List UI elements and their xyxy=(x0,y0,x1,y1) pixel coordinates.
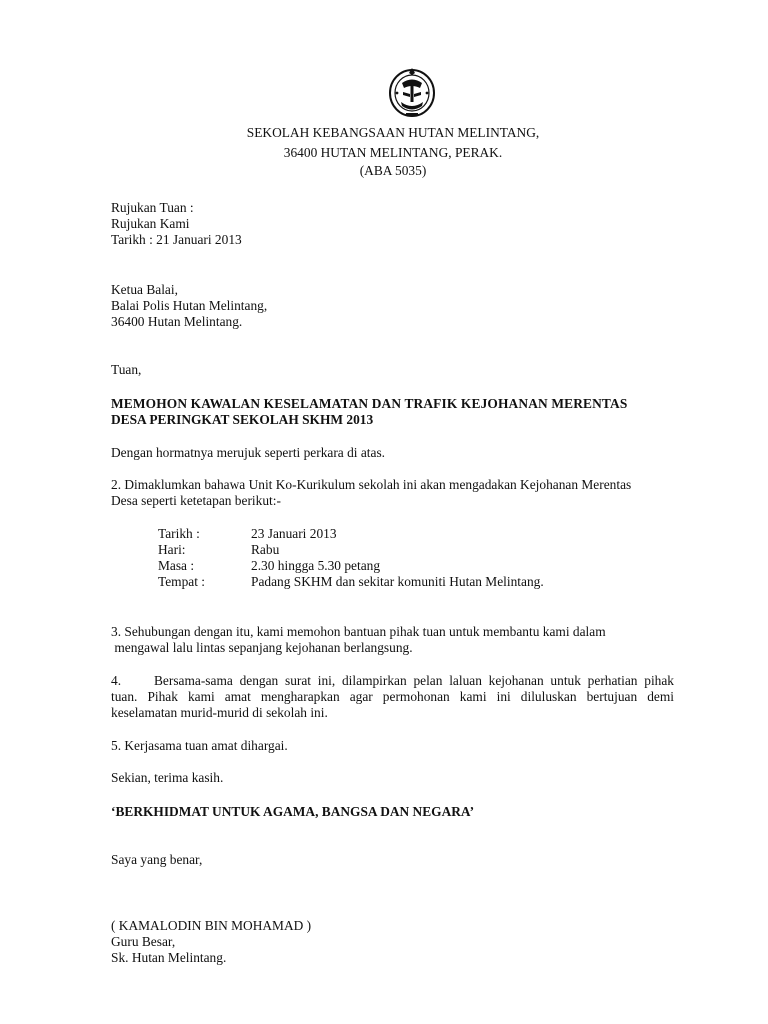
paragraph-4-line-2: tuan. Pihak kami amat mengharapkan agar permohonan kami ini diluluskan bertujuan demi xyxy=(111,689,674,704)
letter-date: Tarikh : 21 Januari 2013 xyxy=(111,232,242,247)
paragraph-4-line-3: keselamatan murid-murid di sekolah ini. xyxy=(111,705,328,720)
detail-value-place: Padang SKHM dan sekitar komuniti Hutan Melintang. xyxy=(251,574,544,589)
subject-line-2: DESA PERINGKAT SEKOLAH SKHM 2013 xyxy=(111,412,374,427)
detail-value-date: 23 Januari 2013 xyxy=(251,526,337,541)
signoff: Saya yang benar, xyxy=(111,852,203,867)
subject-line-1: MEMOHON KAWALAN KESELAMATAN DAN TRAFIK KEJOHANAN MERENTAS xyxy=(111,396,628,411)
paragraph-4-line-1: Bersama-sama dengan surat ini, dilampirkan pelan laluan kejohanan untuk perhatian pihak xyxy=(154,673,674,688)
our-reference: Rujukan Kami xyxy=(111,216,190,231)
paragraph-2-line-2: Desa seperti ketetapan berikut:- xyxy=(111,493,281,508)
school-address: 36400 HUTAN MELINTANG, PERAK. xyxy=(283,145,503,160)
detail-label-date: Tarikh : xyxy=(158,526,200,541)
recipient-address: 36400 Hutan Melintang. xyxy=(111,314,243,329)
school-name: SEKOLAH KEBANGSAAN HUTAN MELINTANG, xyxy=(246,125,540,140)
detail-label-day: Hari: xyxy=(158,542,186,557)
closing: Sekian, terima kasih. xyxy=(111,770,224,785)
detail-label-time: Masa : xyxy=(158,558,195,573)
paragraph-4-number: 4. xyxy=(111,673,122,688)
signatory-school: Sk. Hutan Melintang. xyxy=(111,950,227,965)
signatory-name: ( KAMALODIN BIN MOHAMAD ) xyxy=(111,918,312,933)
your-reference: Rujukan Tuan : xyxy=(111,200,194,215)
recipient-title: Ketua Balai, xyxy=(111,282,178,297)
paragraph-3-line-2: mengawal lalu lintas sepanjang kejohanan berlangsung. xyxy=(111,640,413,655)
paragraph-3-line-1: 3. Sehubungan dengan itu, kami memohon bantuan pihak tuan untuk membantu kami dalam xyxy=(111,624,606,639)
paragraph-5: 5. Kerjasama tuan amat dihargai. xyxy=(111,738,288,753)
detail-label-place: Tempat : xyxy=(158,574,206,589)
motto: ‘BERKHIDMAT UNTUK AGAMA, BANGSA DAN NEGARA’ xyxy=(111,804,475,819)
school-code: (ABA 5035) xyxy=(359,163,427,178)
detail-value-time: 2.30 hingga 5.30 petang xyxy=(251,558,381,573)
signatory-title: Guru Besar, xyxy=(111,934,176,949)
paragraph-2-line-1: 2. Dimaklumkan bahawa Unit Ko-Kurikulum sekolah ini akan mengadakan Kejohanan Merentas xyxy=(111,477,632,492)
salutation: Tuan, xyxy=(111,362,142,377)
opening-paragraph: Dengan hormatnya merujuk seperti perkara di atas. xyxy=(111,445,386,460)
recipient-office: Balai Polis Hutan Melintang, xyxy=(111,298,268,313)
school-crest-icon xyxy=(388,66,436,118)
detail-value-day: Rabu xyxy=(251,542,280,557)
